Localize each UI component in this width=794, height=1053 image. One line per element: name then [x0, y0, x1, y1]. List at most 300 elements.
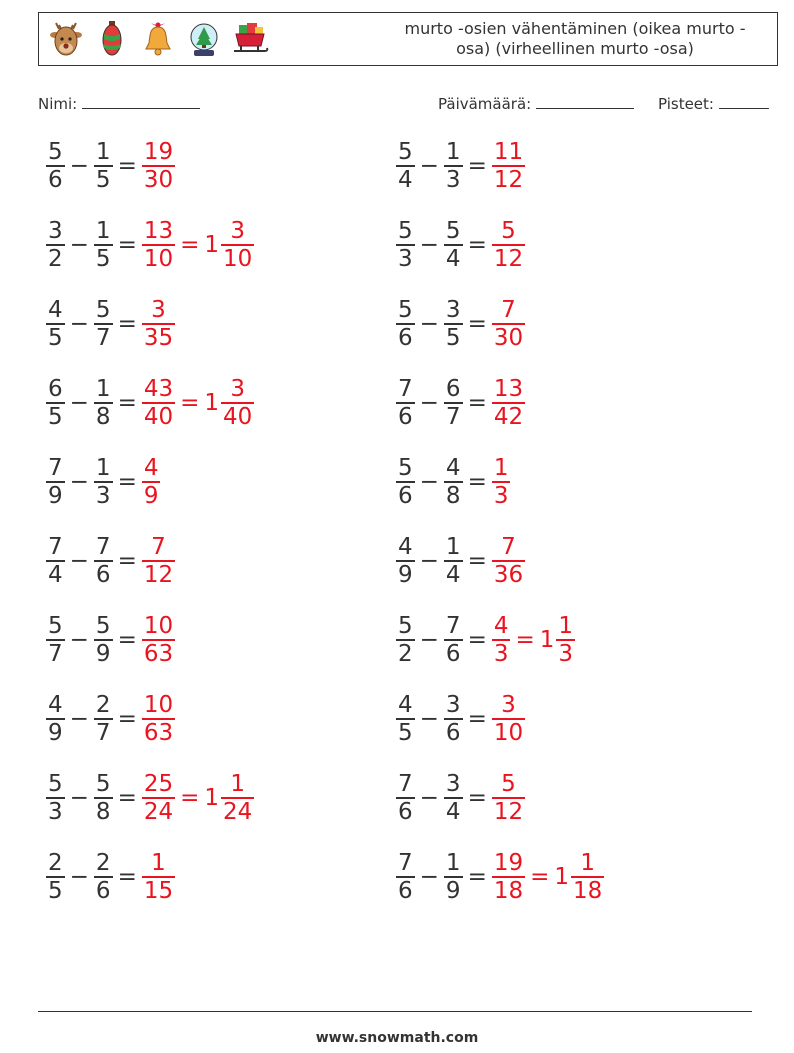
answer	[142, 455, 161, 509]
fraction	[396, 692, 415, 746]
equals-sign: =	[180, 785, 200, 811]
answer	[492, 771, 525, 825]
problem-item	[396, 452, 510, 512]
numerator: 4	[398, 534, 413, 561]
numerator: 19	[143, 139, 174, 166]
equals-sign: =	[117, 469, 137, 495]
numerator: 1	[151, 850, 166, 877]
problem-item	[46, 452, 160, 512]
minus-sign: −	[69, 785, 89, 811]
fraction	[142, 692, 175, 746]
fraction	[556, 613, 575, 667]
minus-sign: −	[69, 469, 89, 495]
numerator: 3	[445, 692, 461, 719]
denominator: 9	[398, 561, 413, 588]
fraction	[46, 376, 65, 430]
equals-sign: =	[467, 390, 487, 416]
numerator: 5	[398, 139, 413, 166]
problem-item	[46, 768, 254, 828]
bell-icon	[139, 19, 177, 59]
numerator: 1	[558, 613, 574, 640]
numerator: 1	[445, 139, 461, 166]
fraction	[46, 297, 65, 351]
denominator: 24	[223, 798, 253, 825]
answer	[142, 139, 175, 193]
equals-sign: =	[117, 232, 137, 258]
denominator: 18	[573, 877, 603, 904]
denominator: 4	[445, 798, 461, 825]
denominator: 5	[95, 166, 111, 193]
denominator: 12	[493, 798, 524, 825]
numerator: 13	[143, 218, 174, 245]
minus-sign: −	[419, 390, 439, 416]
numerator: 7	[398, 850, 413, 877]
fraction	[94, 376, 113, 430]
fraction	[94, 692, 113, 746]
denominator: 6	[95, 877, 111, 904]
denominator: 40	[143, 403, 174, 430]
denominator: 9	[48, 482, 63, 509]
minus-sign: −	[419, 548, 439, 574]
numerator: 5	[48, 139, 63, 166]
fraction	[492, 139, 525, 193]
minus-sign: −	[419, 469, 439, 495]
minus-sign: −	[419, 311, 439, 337]
denominator: 3	[95, 482, 111, 509]
numerator: 1	[580, 850, 595, 877]
fraction	[46, 139, 65, 193]
denominator: 9	[48, 719, 63, 746]
fraction	[396, 139, 415, 193]
numerator: 4	[445, 455, 461, 482]
problem-item	[396, 215, 525, 275]
fraction	[444, 534, 463, 588]
numerator: 3	[501, 692, 516, 719]
problem-item	[46, 610, 175, 670]
numerator: 4	[48, 692, 63, 719]
date-blank[interactable]	[536, 94, 634, 109]
numerator: 3	[230, 218, 245, 245]
answer	[492, 218, 525, 272]
numerator: 7	[398, 771, 413, 798]
denominator: 5	[445, 324, 461, 351]
numerator: 1	[445, 534, 461, 561]
fraction	[396, 218, 415, 272]
fraction	[142, 297, 175, 351]
reindeer-icon	[47, 19, 85, 59]
fraction	[46, 771, 65, 825]
worksheet-header	[38, 12, 778, 66]
footer-divider	[38, 1011, 752, 1012]
numerator: 10	[143, 692, 174, 719]
fraction	[444, 850, 463, 904]
minus-sign: −	[419, 785, 439, 811]
denominator: 4	[48, 561, 63, 588]
denominator: 30	[143, 166, 174, 193]
minus-sign: −	[69, 864, 89, 890]
numerator: 5	[398, 218, 413, 245]
denominator: 42	[493, 403, 524, 430]
fraction	[396, 455, 415, 509]
denominator: 6	[398, 877, 413, 904]
minus-sign: −	[69, 706, 89, 732]
denominator: 3	[445, 166, 461, 193]
denominator: 6	[445, 640, 461, 667]
answer	[142, 297, 175, 351]
denominator: 7	[95, 719, 111, 746]
equals-sign: =	[117, 548, 137, 574]
problem-item	[396, 531, 525, 591]
fraction	[142, 376, 175, 430]
name-blank[interactable]	[82, 94, 200, 109]
denominator: 63	[143, 640, 174, 667]
sleigh-icon	[231, 19, 269, 59]
mixed-whole: 1	[554, 864, 570, 890]
fraction	[46, 692, 65, 746]
numerator: 7	[398, 376, 413, 403]
denominator: 3	[398, 245, 413, 272]
problem-item	[396, 294, 525, 354]
worksheet-title: murto -osien vähentäminen (oikea murto -osa) (virheellinen murto -osa)	[404, 19, 746, 58]
denominator: 5	[398, 719, 413, 746]
fraction	[94, 613, 113, 667]
equals-sign: =	[530, 864, 550, 890]
fraction	[492, 376, 525, 430]
numerator: 1	[95, 139, 111, 166]
numerator: 4	[48, 297, 63, 324]
equals-sign: =	[117, 785, 137, 811]
fraction	[142, 613, 175, 667]
equals-sign: =	[180, 390, 200, 416]
fraction	[396, 376, 415, 430]
equals-sign: =	[467, 469, 487, 495]
denominator: 5	[48, 403, 63, 430]
fraction	[444, 218, 463, 272]
denominator: 40	[223, 403, 253, 430]
numerator: 10	[143, 613, 174, 640]
denominator: 10	[223, 245, 253, 272]
fraction	[396, 613, 415, 667]
numerator: 4	[398, 692, 413, 719]
denominator: 9	[143, 482, 159, 509]
problem-item	[46, 136, 175, 196]
numerator: 7	[95, 534, 111, 561]
fraction	[142, 850, 175, 904]
fraction	[94, 218, 113, 272]
numerator: 1	[95, 218, 111, 245]
numerator: 5	[398, 297, 413, 324]
snow-globe-icon	[185, 19, 223, 59]
denominator: 4	[445, 561, 461, 588]
equals-sign: =	[180, 232, 200, 258]
fraction	[221, 376, 254, 430]
equals-sign: =	[117, 153, 137, 179]
footer-url: www.snowmath.com	[315, 1030, 479, 1046]
numerator: 1	[445, 850, 461, 877]
problem-item	[396, 136, 525, 196]
mixed-whole: 1	[539, 627, 555, 653]
fraction	[142, 139, 175, 193]
denominator: 7	[445, 403, 461, 430]
answer	[142, 771, 254, 825]
denominator: 3	[558, 640, 574, 667]
numerator: 5	[48, 613, 63, 640]
denominator: 3	[493, 640, 509, 667]
minus-sign: −	[69, 232, 89, 258]
denominator: 12	[143, 561, 174, 588]
date-field	[438, 94, 634, 113]
fraction	[444, 297, 463, 351]
minus-sign: −	[419, 153, 439, 179]
answer	[142, 850, 175, 904]
equals-sign: =	[467, 153, 487, 179]
numerator: 5	[95, 613, 111, 640]
equals-sign: =	[467, 706, 487, 732]
numerator: 5	[398, 613, 413, 640]
numerator: 4	[143, 455, 159, 482]
fraction	[396, 771, 415, 825]
numerator: 5	[501, 771, 516, 798]
minus-sign: −	[69, 548, 89, 574]
minus-sign: −	[69, 627, 89, 653]
fraction	[142, 455, 161, 509]
fraction	[46, 218, 65, 272]
numerator: 7	[501, 534, 516, 561]
fraction	[396, 297, 415, 351]
numerator: 1	[230, 771, 245, 798]
fraction	[492, 534, 525, 588]
numerator: 5	[48, 771, 63, 798]
fraction	[94, 771, 113, 825]
equals-sign: =	[117, 706, 137, 732]
problem-item	[46, 689, 175, 749]
answer	[492, 376, 525, 430]
fraction	[444, 613, 463, 667]
fraction	[492, 613, 511, 667]
equals-sign: =	[467, 864, 487, 890]
fraction	[396, 534, 415, 588]
numerator: 2	[95, 850, 111, 877]
denominator: 6	[398, 324, 413, 351]
equals-sign: =	[467, 232, 487, 258]
minus-sign: −	[69, 390, 89, 416]
denominator: 10	[143, 245, 174, 272]
problem-item	[46, 531, 175, 591]
answer	[492, 297, 525, 351]
problem-item	[46, 373, 254, 433]
fraction	[142, 771, 175, 825]
answer	[492, 455, 511, 509]
fraction	[221, 771, 254, 825]
numerator: 43	[143, 376, 174, 403]
denominator: 6	[445, 719, 461, 746]
denominator: 36	[493, 561, 524, 588]
fraction	[444, 455, 463, 509]
minus-sign: −	[69, 153, 89, 179]
numerator: 25	[143, 771, 174, 798]
minus-sign: −	[419, 627, 439, 653]
fraction	[94, 455, 113, 509]
problem-item	[396, 610, 575, 670]
numerator: 7	[445, 613, 461, 640]
fraction	[396, 850, 415, 904]
answer	[142, 613, 175, 667]
fraction	[492, 692, 525, 746]
fraction	[46, 850, 65, 904]
fraction	[46, 613, 65, 667]
fraction	[142, 218, 175, 272]
equals-sign: =	[117, 311, 137, 337]
denominator: 6	[398, 403, 413, 430]
fraction	[444, 771, 463, 825]
problem-item	[396, 373, 525, 433]
numerator: 13	[493, 376, 524, 403]
numerator: 5	[95, 771, 111, 798]
header-icons	[47, 19, 269, 59]
numerator: 5	[95, 297, 111, 324]
problem-item	[396, 689, 525, 749]
mixed-whole: 1	[204, 232, 220, 258]
numerator: 7	[151, 534, 166, 561]
equals-sign: =	[515, 627, 535, 653]
equals-sign: =	[467, 548, 487, 574]
denominator: 24	[143, 798, 174, 825]
numerator: 2	[48, 850, 63, 877]
equals-sign: =	[117, 390, 137, 416]
fraction	[492, 771, 525, 825]
denominator: 7	[95, 324, 111, 351]
denominator: 8	[95, 798, 111, 825]
denominator: 35	[143, 324, 174, 351]
fraction	[571, 850, 604, 904]
minus-sign: −	[69, 311, 89, 337]
numerator: 7	[48, 534, 63, 561]
numerator: 4	[493, 613, 509, 640]
mixed-whole: 1	[204, 785, 220, 811]
fraction	[221, 218, 254, 272]
numerator: 2	[95, 692, 111, 719]
denominator: 18	[493, 877, 524, 904]
numerator: 1	[95, 376, 111, 403]
denominator: 9	[95, 640, 111, 667]
answer	[142, 534, 175, 588]
denominator: 2	[398, 640, 413, 667]
denominator: 4	[445, 245, 461, 272]
mixed-whole: 1	[204, 390, 220, 416]
denominator: 6	[398, 482, 413, 509]
problem-item	[46, 215, 254, 275]
numerator: 5	[398, 455, 413, 482]
score-blank[interactable]	[719, 94, 769, 109]
fraction	[46, 534, 65, 588]
numerator: 5	[501, 218, 516, 245]
date-label: Päivämäärä:	[438, 95, 532, 113]
answer	[142, 692, 175, 746]
fraction	[444, 139, 463, 193]
denominator: 63	[143, 719, 174, 746]
problem-item	[396, 768, 525, 828]
denominator: 9	[445, 877, 461, 904]
numerator: 3	[445, 297, 461, 324]
denominator: 8	[95, 403, 111, 430]
fraction	[492, 218, 525, 272]
fraction	[444, 692, 463, 746]
denominator: 12	[493, 245, 524, 272]
denominator: 7	[48, 640, 63, 667]
name-field	[38, 94, 200, 113]
denominator: 15	[143, 877, 174, 904]
equals-sign: =	[117, 627, 137, 653]
equals-sign: =	[467, 785, 487, 811]
denominator: 5	[95, 245, 111, 272]
answer	[492, 534, 525, 588]
fraction	[444, 376, 463, 430]
numerator: 6	[48, 376, 63, 403]
answer	[492, 613, 575, 667]
denominator: 12	[493, 166, 524, 193]
numerator: 6	[445, 376, 461, 403]
equals-sign: =	[467, 627, 487, 653]
minus-sign: −	[419, 706, 439, 732]
numerator: 19	[493, 850, 524, 877]
ornament-icon	[93, 19, 131, 59]
numerator: 3	[230, 376, 245, 403]
denominator: 4	[398, 166, 413, 193]
answer	[142, 376, 254, 430]
denominator: 6	[398, 798, 413, 825]
fraction	[492, 850, 525, 904]
answer	[142, 218, 254, 272]
denominator: 30	[493, 324, 524, 351]
denominator: 2	[48, 245, 63, 272]
numerator: 11	[493, 139, 524, 166]
answer	[492, 692, 525, 746]
fraction	[94, 297, 113, 351]
numerator: 3	[48, 218, 63, 245]
equals-sign: =	[467, 311, 487, 337]
score-field	[658, 94, 769, 113]
problem-item	[46, 294, 175, 354]
fraction	[94, 534, 113, 588]
numerator: 1	[95, 455, 111, 482]
fraction	[94, 139, 113, 193]
denominator: 3	[48, 798, 63, 825]
numerator: 3	[151, 297, 166, 324]
numerator: 3	[445, 771, 461, 798]
fraction	[46, 455, 65, 509]
answer	[492, 139, 525, 193]
fraction	[94, 850, 113, 904]
problem-item	[46, 847, 175, 907]
denominator: 5	[48, 877, 63, 904]
denominator: 5	[48, 324, 63, 351]
numerator: 7	[48, 455, 63, 482]
denominator: 6	[48, 166, 63, 193]
denominator: 6	[95, 561, 111, 588]
equals-sign: =	[117, 864, 137, 890]
denominator: 3	[493, 482, 509, 509]
name-label: Nimi:	[38, 95, 78, 113]
numerator: 7	[501, 297, 516, 324]
denominator: 8	[445, 482, 461, 509]
fraction	[492, 297, 525, 351]
fraction	[142, 534, 175, 588]
minus-sign: −	[419, 864, 439, 890]
answer	[492, 850, 604, 904]
problem-item	[396, 847, 604, 907]
numerator: 1	[493, 455, 509, 482]
score-label: Pisteet:	[658, 95, 714, 113]
